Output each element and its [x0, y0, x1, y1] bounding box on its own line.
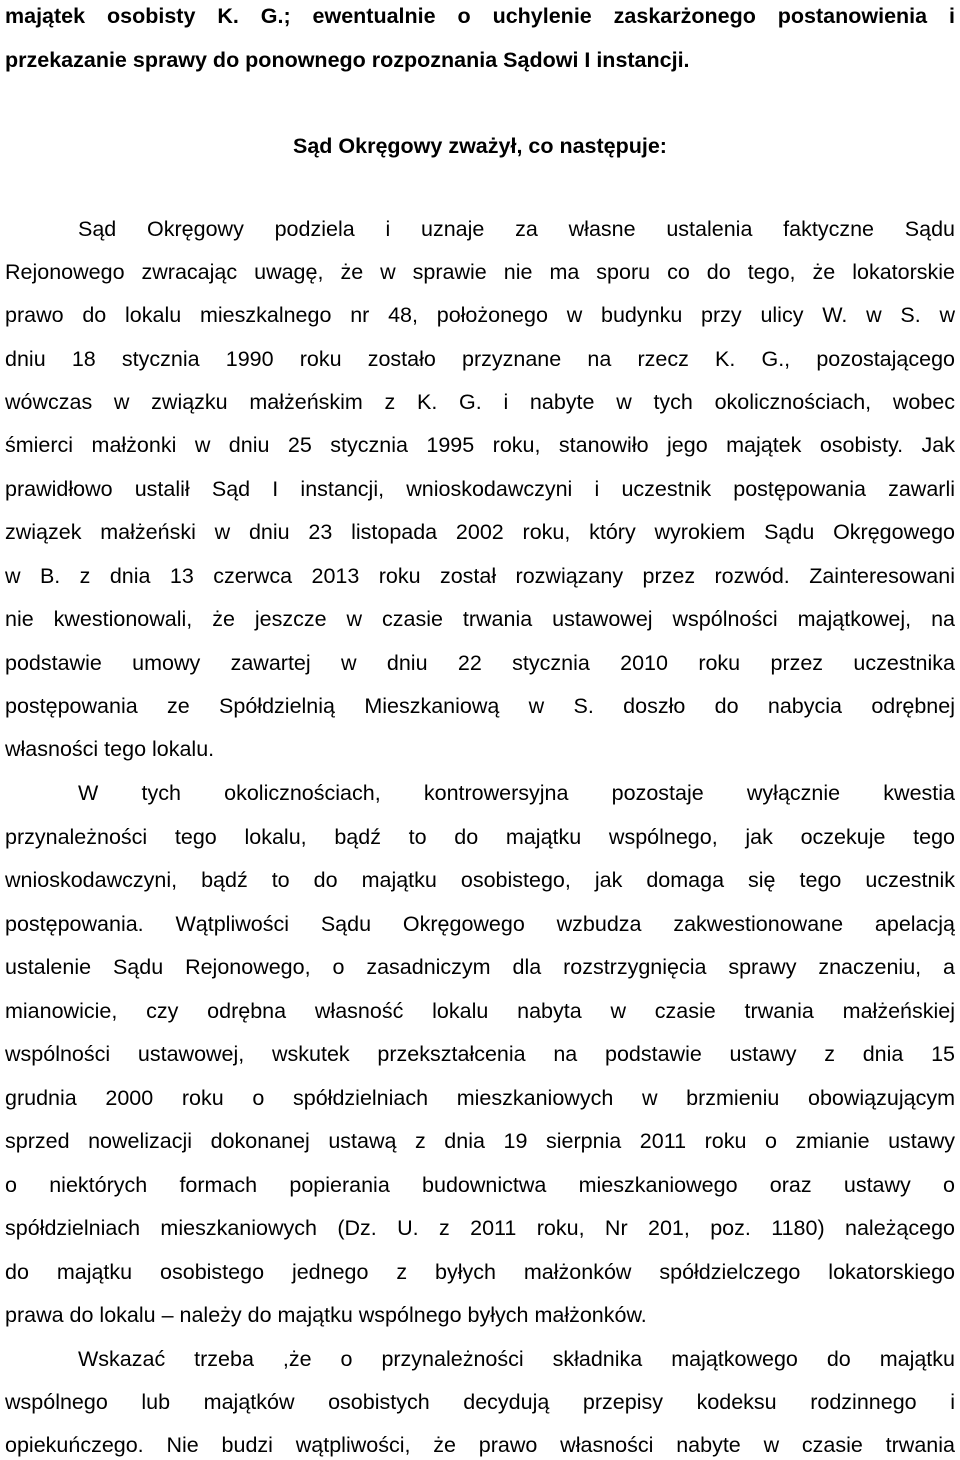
paragraph-1-line-5: wówczas w związku małżeńskim z K. G. i nabyte w tych okolicznościach, wobec [5, 390, 955, 414]
paragraph-2-line-2: przynależności tego lokalu, bądź to do majątku wspólnego, jak oczekuje tego [5, 825, 955, 849]
paragraph-1-line-11: podstawie umowy zawartej w dniu 22 stycznia 2010 roku przez uczestnika [5, 651, 955, 675]
paragraph-1-line-8: związek małżeński w dniu 23 listopada 2002 roku, który wyrokiem Sądu Okręgowego [5, 520, 955, 544]
paragraph-2-line-9: sprzed nowelizacji dokonanej ustawą z dnia 19 sierpnia 2011 roku o zmianie ustawy [5, 1129, 955, 1153]
paragraph-2-line-4: postępowania. Wątpliwości Sądu Okręgowego wzbudza zakwestionowane apelacją [5, 912, 955, 936]
paragraph-1-line-4: dniu 18 stycznia 1990 roku zostało przyznane na rzecz K. G., pozostającego [5, 347, 955, 371]
paragraph-3-line-2: wspólnego lub majątków osobistych decydują przepisy kodeksu rodzinnego i [5, 1390, 955, 1414]
intro-line-1: majątek osobisty K. G.; ewentualnie o uchylenie zaskarżonego postanowienia i [5, 4, 955, 28]
paragraph-2-line-1: W tych okolicznościach, kontrowersyjna pozostaje wyłącznie kwestia [78, 781, 955, 805]
paragraph-2-line-11: spółdzielniach mieszkaniowych (Dz. U. z 2011 roku, Nr 201, poz. 1180) należącego [5, 1216, 955, 1240]
paragraph-3-line-3: opiekuńczego. Nie budzi wątpliwości, że prawo własności nabyte w czasie trwania [5, 1433, 955, 1457]
paragraph-1-line-1: Sąd Okręgowy podziela i uznaje za własne ustalenia faktyczne Sądu [78, 217, 955, 241]
paragraph-1-line-6: śmierci małżonki w dniu 25 stycznia 1995 roku, stanowiło jego majątek osobisty. Jak [5, 433, 955, 457]
paragraph-1-line-10: nie kwestionowali, że jeszcze w czasie trwania ustawowej wspólności majątkowej, na [5, 607, 955, 631]
paragraph-1-line-7: prawidłowo ustalił Sąd I instancji, wnioskodawczyni i uczestnik postępowania zawarli [5, 477, 955, 501]
paragraph-1-line-2: Rejonowego zwracając uwagę, że w sprawie nie ma sporu co do tego, że lokatorskie [5, 260, 955, 284]
paragraph-2-line-6: mianowicie, czy odrębna własność lokalu nabyta w czasie trwania małżeńskiej [5, 999, 955, 1023]
paragraph-2-line-13: prawa do lokalu – należy do majątku wspólnego byłych małżonków. [5, 1303, 647, 1327]
paragraph-1-line-12: postępowania ze Spółdzielnią Mieszkaniową w S. doszło do nabycia odrębnej [5, 694, 955, 718]
paragraph-1-line-3: prawo do lokalu mieszkalnego nr 48, położonego w budynku przy ulicy W. w S. w [5, 303, 955, 327]
paragraph-1-line-13: własności tego lokalu. [5, 737, 215, 761]
paragraph-3-line-1: Wskazać trzeba ,że o przynależności składnika majątkowego do majątku [78, 1347, 955, 1371]
section-heading: Sąd Okręgowy zważył, co następuje: [293, 134, 667, 158]
paragraph-2-line-3: wnioskodawczyni, bądź to do majątku osobistego, jak domaga się tego uczestnik [5, 868, 955, 892]
paragraph-2-line-8: grudnia 2000 roku o spółdzielniach mieszkaniowych w brzmieniu obowiązującym [5, 1086, 955, 1110]
paragraph-2-line-7: wspólności ustawowej, wskutek przekształcenia na podstawie ustawy z dnia 15 [5, 1042, 955, 1066]
paragraph-2-line-10: o niektórych formach popierania budownictwa mieszkaniowego oraz ustawy o [5, 1173, 955, 1197]
paragraph-2-line-5: ustalenie Sądu Rejonowego, o zasadniczym dla rozstrzygnięcia sprawy znaczeniu, a [5, 955, 955, 979]
intro-line-2: przekazanie sprawy do ponownego rozpoznania Sądowi I instancji. [5, 48, 690, 72]
paragraph-1-line-9: w B. z dnia 13 czerwca 2013 roku został rozwiązany przez rozwód. Zainteresowani [5, 564, 955, 588]
paragraph-2-line-12: do majątku osobistego jednego z byłych małżonków spółdzielczego lokatorskiego [5, 1260, 955, 1284]
